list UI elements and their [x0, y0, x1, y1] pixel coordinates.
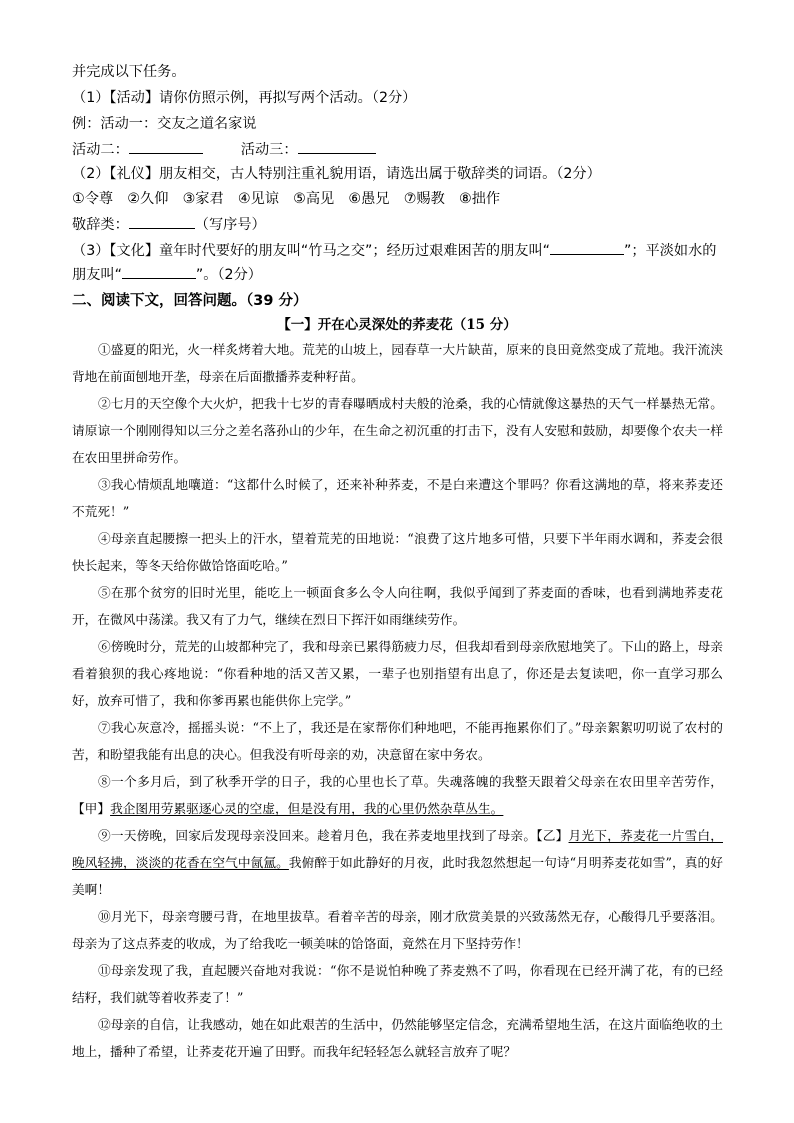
paragraph-9-text-b: 我俯醉于如此静好的月夜，此时我忽然想起一句诗“月明荞麦花如雪”，真的好美啊！ [72, 855, 723, 897]
paragraph-10: ⑩月光下，母亲弯腰弓背，在地里拔草。看着辛苦的母亲，刚才欣赏美景的兴致荡然无存，心酸得几乎要落泪。母亲为了这点荞麦的收成，为了给我吃一顿美味的饸饹面，竟然在月下坚持劳作！ [72, 909, 723, 951]
activity-two-label: 活动二： [72, 142, 129, 158]
paragraph-8-text: ⑧一个多月后，到了秋季开学的日子，我的心里也长了草。失魂落魄的我整天跟着父母亲在农田里辛苦劳作，【甲】 [72, 774, 723, 816]
q3-blank-plain-friend[interactable] [122, 264, 196, 279]
honorific-blank[interactable] [129, 214, 195, 229]
yi-underlined-sentence: 月光下，荞麦花一片雪白，晚风轻拂，淡淡的花香在空气中氤氲。 [72, 828, 723, 870]
honorific-label: 敬辞类： [72, 217, 129, 233]
q3-text-c: 朋友叫“ [72, 267, 122, 283]
honorific-hint: （写序号） [194, 217, 266, 233]
passage-title: 【一】开在心灵深处的荞麦花（15 分） [277, 317, 517, 333]
q3-blank-hardship-friend[interactable] [550, 240, 624, 255]
paragraph-5: ⑤在那个贫穷的旧时光里，能吃上一顿面食多么令人向往啊，我似乎闻到了荞麦面的香味，也看到满地荞麦花开，在微风中荡漾。我又有了力气，继续在烈日下挥汗如雨继续劳作。 [72, 585, 723, 627]
paragraph-1: ①盛夏的阳光，火一样炙烤着大地。荒芜的山坡上，园春草一大片缺苗，原来的良田竟然变成了荒地。我汗流浃背地在前面刨地开垄，母亲在后面撒播荞麦种籽苗。 [72, 342, 723, 384]
paragraph-12: ⑫母亲的自信，让我感动，她在如此艰苦的生活中，仍然能够坚定信念，充满希望地生活，在这片面临绝收的土地上，播种了希望，让荞麦花开遍了田野。而我年纪轻轻怎么就轻言放弃了呢？ [72, 1017, 723, 1059]
q2-options: ①令尊 ②久仰 ③家君 ④见谅 ⑤高见 ⑥愚兄 ⑦赐教 ⑧拙作 [72, 191, 501, 207]
paragraph-9 [72, 822, 723, 903]
activity-two-blank[interactable] [129, 139, 203, 154]
q3-line-1 [72, 240, 732, 261]
activity-three-label: 活动三： [240, 142, 298, 158]
paragraph-7: ⑦我心灰意冷，摇摇头说：“不上了，我还是在家帮你们种地吧，不能再拖累你们了。”母亲絮絮叨叨说了农村的苦，和盼望我能有出息的决心。但我没有听母亲的劝，决意留在家中务农。 [72, 720, 723, 762]
q3-text-d: ”。（2分） [195, 267, 262, 283]
paragraph-9-text-a: ⑨一天傍晚，回家后发现母亲没回来。趁着月色，我在荞麦地里找到了母亲。【乙】 [98, 828, 569, 843]
activity-three-blank[interactable] [298, 139, 376, 154]
q3-text-a: （3）【文化】童年时代要好的朋友叫“竹马之交”；经历过艰难困苦的朋友叫“ [72, 243, 550, 259]
paragraph-6: ⑥傍晚时分，荒芜的山坡都种完了，我和母亲已累得筋疲力尽，但我却看到母亲欣慰地笑了。下山的路上，母亲看着狼狈的我心疼地说：“你看种地的活又苦又累，一辈子也别指望有出息了，你还是去复读吧，你一直学习那么好，放弃可惜了，我和你爹再累也能供你上完学。” [72, 639, 723, 708]
q1-prompt: （1）【活动】请你仿照示例，再拟写两个活动。（2分） [72, 90, 417, 106]
paragraph-8 [72, 768, 723, 822]
q2-answer-line [72, 214, 732, 235]
paragraph-3: ③我心情烦乱地嚷道：“这都什么时候了，还来补种荞麦，不是白来遭这个罪吗？你看这满地的草，将来荞麦还不荒死！” [72, 477, 723, 519]
paragraph-11: ⑪母亲发现了我，直起腰兴奋地对我说：“你不是说怕种晚了荞麦熟不了吗，你看现在已经开满了花，有的已经结籽，我们就等着收荞麦了！” [72, 963, 723, 1005]
paragraph-2: ②七月的天空像个大火炉，把我十七岁的青春曝晒成村夫般的沧桑，我的心情就像这暴热的天气一样暴热无常。请原谅一个刚刚得知以三分之差名落孙山的少年，在生命之初沉重的打击下，没有人安慰和鼓励，却要像个农夫一样在农田里拼命劳作。 [72, 396, 723, 465]
intro-line: 并完成以下任务。 [72, 64, 186, 80]
jia-underlined-sentence: 我企图用劳累驱逐心灵的空虚，但是没有用，我的心里仍然杂草丛生。 [110, 801, 504, 816]
q3-line-2 [72, 264, 732, 285]
q3-text-b: ”；平淡如水的 [623, 243, 717, 259]
q2-prompt: （2）【礼仪】朋友相交，古人特别注重礼貌用语，请选出属于敬辞类的词语。（2分） [72, 166, 601, 182]
section-heading: 二、阅读下文，回答问题。（39 分） [72, 293, 308, 309]
q1-answer-line [72, 139, 732, 160]
paragraph-4: ④母亲直起腰擦一把头上的汗水，望着荒芜的田地说：“浪费了这片地多可惜，只要下半年雨水调和，荞麦会很快长起来，等冬天给你做饸饹面吃哈。” [72, 531, 723, 573]
q1-example: 例：活动一：交友之道名家说 [72, 116, 257, 132]
